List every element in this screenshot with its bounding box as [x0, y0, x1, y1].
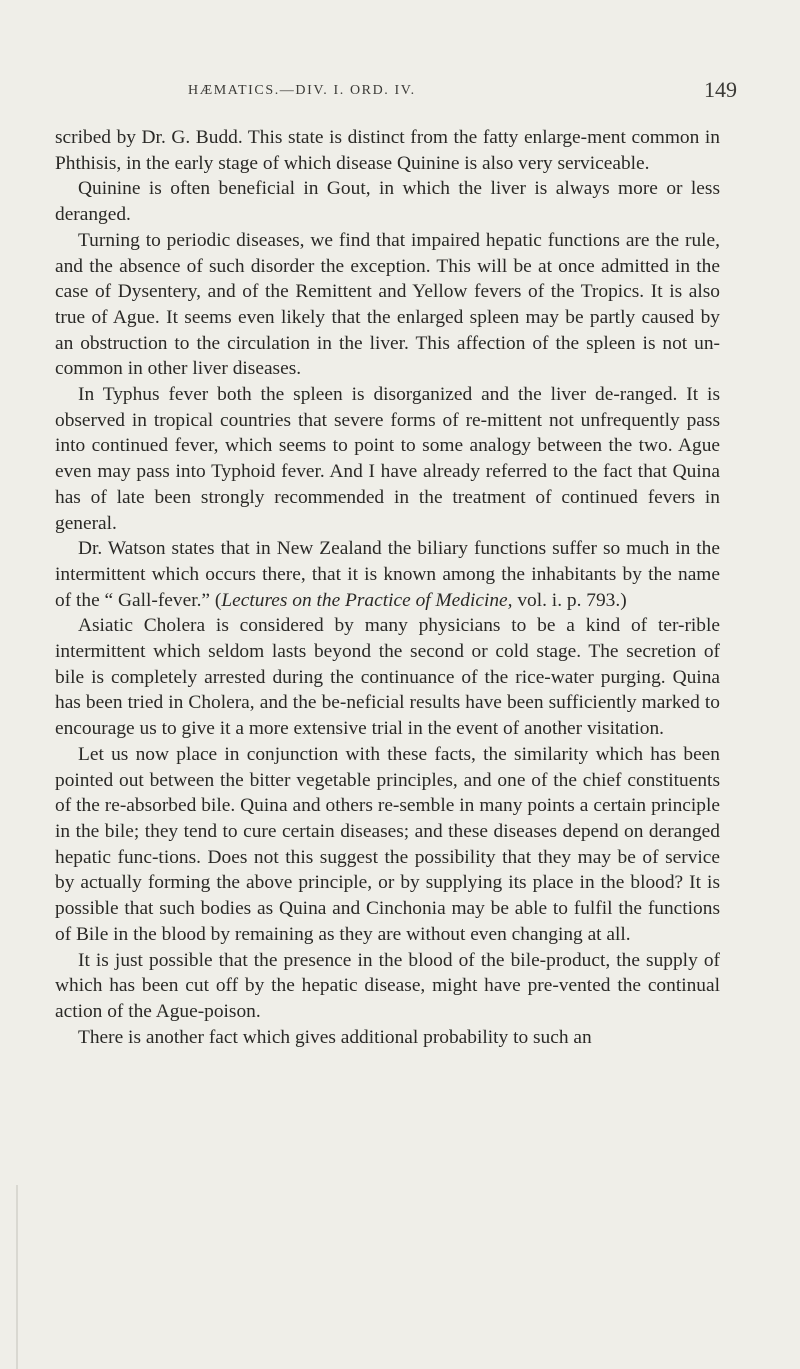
- page-number: 149: [704, 77, 737, 102]
- paragraph: Let us now place in conjunction with these facts, the similarity which has been pointed out between the bitter vegetable principles, and one of the chief constituents of the re-absorbed bile. Quina and others re-semble in many points a certain principle in the bile; they tend to cure certain diseases; and these diseases depend on deranged hepatic func-tions. Does not this suggest the possibility that they may be of service by actually forming the above principle, or by supplying its place in the blood? It is possible that such bodies as Quina and Cinchonia may be able to fulfil the functions of Bile in the blood by remaining as they are without even changing at all.: [55, 743, 720, 945]
- paragraph-with-citation: [55, 536, 720, 613]
- running-head: HÆMATICS.—DIV. I. ORD. IV.: [188, 83, 416, 98]
- paragraph: It is just possible that the presence in the blood of the bile-product, the supply of which has been cut off by the hepatic disease, might have pre-vented the continual action of the Ague-poison.: [55, 949, 720, 1022]
- citation-detail: vol. i. p. 793.): [512, 589, 627, 611]
- page-header: [0, 77, 800, 111]
- citation-title: Lectures on the Practice of Medicine,: [221, 589, 513, 611]
- paragraph: Asiatic Cholera is considered by many physicians to be a kind of ter-rible intermittent which seldom lasts beyond the second or cold stage. The secretion of bile is completely arrested during the continuance of the rice-water purging. Quina has been tried in Cholera, and the be-neficial results have been sufficiently marked to encourage us to give it a more extensive trial in the event of another visitation.: [55, 615, 720, 740]
- page-edge-shadow: [16, 1185, 18, 1369]
- paragraph-text: Dr. Watson states that in New Zealand the biliary functions suffer so much in the intermittent which occurs there, that it is known among the inhabitants by the name of the “ Gall-fever.” (: [55, 538, 720, 611]
- paragraph: Quinine is often beneficial in Gout, in which the liver is always more or less deranged.: [55, 178, 720, 226]
- paragraph: There is another fact which gives additional probability to such an: [78, 1026, 592, 1048]
- body-text: [55, 125, 720, 1050]
- paragraph: scribed by Dr. G. Budd. This state is distinct from the fatty enlarge-ment common in Phthisis, in the early stage of which disease Quinine is also very serviceable.: [55, 127, 720, 174]
- paragraph: In Typhus fever both the spleen is disorganized and the liver de-ranged. It is observed in tropical countries that severe forms of re-mittent not unfrequently pass into continued fever, which seems to point to some analogy between the two. Ague even may pass into Typhoid fever. And I have already referred to the fact that Quina has of late been strongly recommended in the treatment of continued fevers in general.: [55, 384, 720, 534]
- paragraph: Turning to periodic diseases, we find that impaired hepatic functions are the rule, and the absence of such disorder the exception. This will be at once admitted in the case of Dysentery, and of the Remittent and Yellow fevers of the Tropics. It is also true of Ague. It seems even likely that the enlarged spleen may be partly caused by an obstruction to the circulation in the liver. This affection of the spleen is not un-common in other liver diseases.: [55, 229, 720, 380]
